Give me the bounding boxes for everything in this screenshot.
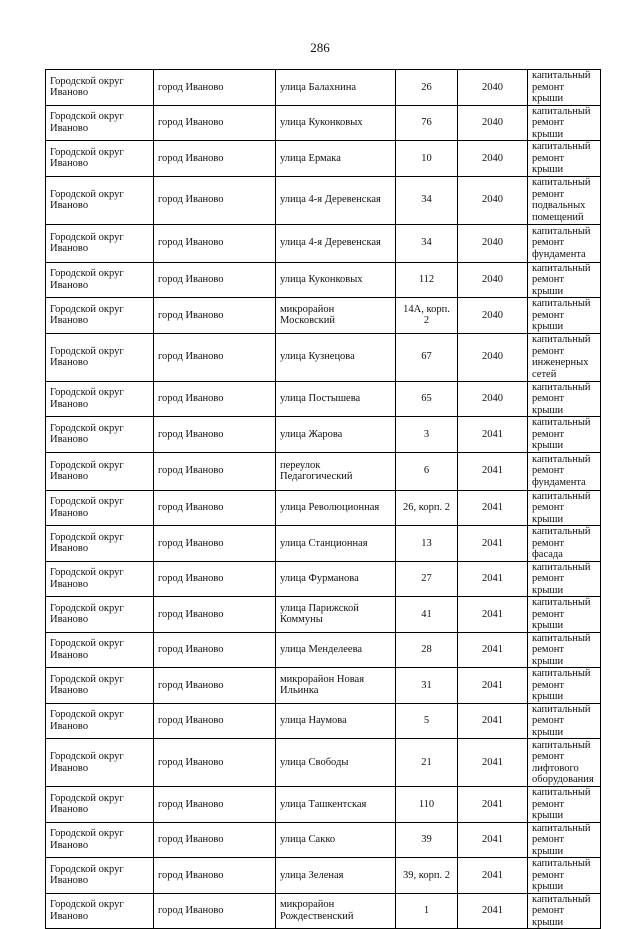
- cell-house-number: 31: [396, 668, 458, 704]
- cell-street: улица Парижской Коммуны: [276, 597, 396, 633]
- cell-work-type: капитальный ремонт лифтового оборудования: [528, 739, 601, 787]
- cell-street: улица Жарова: [276, 417, 396, 453]
- cell-work-type: капитальный ремонт фундамента: [528, 224, 601, 262]
- table-row: [46, 105, 601, 141]
- cell-house-number: 5: [396, 703, 458, 739]
- cell-work-type: капитальный ремонт крыши: [528, 70, 601, 106]
- cell-year: 2040: [458, 141, 528, 177]
- table-body: [46, 70, 601, 929]
- cell-year: 2040: [458, 333, 528, 381]
- cell-work-type: капитальный ремонт крыши: [528, 787, 601, 823]
- cell-street: микрорайон Московский: [276, 298, 396, 334]
- table-row: [46, 822, 601, 858]
- cell-house-number: 110: [396, 787, 458, 823]
- cell-okrug: Городской округ Иваново: [46, 739, 154, 787]
- cell-house-number: 39, корп. 2: [396, 858, 458, 894]
- cell-year: 2041: [458, 822, 528, 858]
- cell-work-type: капитальный ремонт крыши: [528, 668, 601, 704]
- cell-house-number: 10: [396, 141, 458, 177]
- cell-street: улица Ермака: [276, 141, 396, 177]
- cell-year: 2041: [458, 632, 528, 668]
- table-row: [46, 381, 601, 417]
- cell-street: улица Ташкентская: [276, 787, 396, 823]
- cell-house-number: 21: [396, 739, 458, 787]
- cell-year: 2040: [458, 224, 528, 262]
- cell-okrug: Городской округ Иваново: [46, 597, 154, 633]
- cell-work-type: капитальный ремонт крыши: [528, 262, 601, 298]
- cell-okrug: Городской округ Иваново: [46, 490, 154, 526]
- cell-street: улица Кузнецова: [276, 333, 396, 381]
- cell-city: город Иваново: [154, 822, 276, 858]
- cell-work-type: капитальный ремонт фасада: [528, 526, 601, 562]
- cell-city: город Иваново: [154, 787, 276, 823]
- table-row: [46, 224, 601, 262]
- cell-work-type: капитальный ремонт крыши: [528, 858, 601, 894]
- cell-okrug: Городской округ Иваново: [46, 333, 154, 381]
- table-row: [46, 176, 601, 224]
- cell-okrug: Городской округ Иваново: [46, 858, 154, 894]
- cell-okrug: Городской округ Иваново: [46, 822, 154, 858]
- cell-okrug: Городской округ Иваново: [46, 703, 154, 739]
- table-row: [46, 417, 601, 453]
- cell-okrug: Городской округ Иваново: [46, 787, 154, 823]
- cell-street: улица Куконковых: [276, 105, 396, 141]
- cell-house-number: 41: [396, 597, 458, 633]
- cell-house-number: 6: [396, 452, 458, 490]
- cell-okrug: Городской округ Иваново: [46, 105, 154, 141]
- cell-year: 2041: [458, 561, 528, 597]
- table-row: [46, 490, 601, 526]
- cell-street: улица Менделеева: [276, 632, 396, 668]
- cell-work-type: капитальный ремонт крыши: [528, 417, 601, 453]
- cell-okrug: Городской округ Иваново: [46, 298, 154, 334]
- cell-house-number: 13: [396, 526, 458, 562]
- cell-okrug: Городской округ Иваново: [46, 141, 154, 177]
- table-row: [46, 597, 601, 633]
- cell-street: микрорайон Новая Ильинка: [276, 668, 396, 704]
- cell-year: 2041: [458, 452, 528, 490]
- cell-city: город Иваново: [154, 632, 276, 668]
- cell-city: город Иваново: [154, 381, 276, 417]
- cell-house-number: 3: [396, 417, 458, 453]
- cell-street: переулок Педагогический: [276, 452, 396, 490]
- cell-okrug: Городской округ Иваново: [46, 70, 154, 106]
- table-row: [46, 632, 601, 668]
- cell-city: город Иваново: [154, 298, 276, 334]
- cell-house-number: 76: [396, 105, 458, 141]
- cell-city: город Иваново: [154, 262, 276, 298]
- cell-work-type: капитальный ремонт крыши: [528, 893, 601, 929]
- cell-city: город Иваново: [154, 668, 276, 704]
- table-row: [46, 703, 601, 739]
- cell-city: город Иваново: [154, 893, 276, 929]
- cell-street: улица Наумова: [276, 703, 396, 739]
- cell-street: улица Фурманова: [276, 561, 396, 597]
- cell-work-type: капитальный ремонт крыши: [528, 141, 601, 177]
- table-row: [46, 739, 601, 787]
- table-row: [46, 333, 601, 381]
- cell-house-number: 28: [396, 632, 458, 668]
- cell-year: 2041: [458, 668, 528, 704]
- cell-street: улица Постышева: [276, 381, 396, 417]
- cell-street: микрорайон Рождественский: [276, 893, 396, 929]
- cell-year: 2040: [458, 262, 528, 298]
- cell-city: город Иваново: [154, 526, 276, 562]
- cell-year: 2040: [458, 381, 528, 417]
- cell-year: 2041: [458, 739, 528, 787]
- cell-okrug: Городской округ Иваново: [46, 176, 154, 224]
- cell-city: город Иваново: [154, 452, 276, 490]
- cell-work-type: капитальный ремонт крыши: [528, 561, 601, 597]
- page-number: 286: [310, 40, 330, 55]
- cell-okrug: Городской округ Иваново: [46, 262, 154, 298]
- cell-city: город Иваново: [154, 176, 276, 224]
- cell-okrug: Городской округ Иваново: [46, 224, 154, 262]
- cell-work-type: капитальный ремонт крыши: [528, 490, 601, 526]
- cell-year: 2041: [458, 526, 528, 562]
- cell-okrug: Городской округ Иваново: [46, 381, 154, 417]
- cell-house-number: 1: [396, 893, 458, 929]
- cell-work-type: капитальный ремонт крыши: [528, 105, 601, 141]
- cell-city: город Иваново: [154, 597, 276, 633]
- cell-street: улица 4-я Деревенская: [276, 224, 396, 262]
- cell-okrug: Городской округ Иваново: [46, 668, 154, 704]
- cell-house-number: 14А, корп. 2: [396, 298, 458, 334]
- table-row: [46, 262, 601, 298]
- cell-okrug: Городской округ Иваново: [46, 417, 154, 453]
- cell-work-type: капитальный ремонт крыши: [528, 822, 601, 858]
- table-row: [46, 858, 601, 894]
- cell-house-number: 39: [396, 822, 458, 858]
- cell-year: 2041: [458, 787, 528, 823]
- cell-house-number: 34: [396, 224, 458, 262]
- cell-year: 2041: [458, 893, 528, 929]
- cell-city: город Иваново: [154, 224, 276, 262]
- cell-city: город Иваново: [154, 561, 276, 597]
- cell-okrug: Городской округ Иваново: [46, 561, 154, 597]
- table-row: [46, 141, 601, 177]
- cell-house-number: 67: [396, 333, 458, 381]
- cell-house-number: 26: [396, 70, 458, 106]
- table-row: [46, 526, 601, 562]
- cell-city: город Иваново: [154, 105, 276, 141]
- cell-street: улица Зеленая: [276, 858, 396, 894]
- cell-work-type: капитальный ремонт крыши: [528, 703, 601, 739]
- cell-work-type: капитальный ремонт инженерных сетей: [528, 333, 601, 381]
- table-row: [46, 787, 601, 823]
- cell-street: улица Балахнина: [276, 70, 396, 106]
- cell-year: 2041: [458, 597, 528, 633]
- table-row: [46, 893, 601, 929]
- cell-year: 2041: [458, 703, 528, 739]
- cell-year: 2041: [458, 490, 528, 526]
- cell-work-type: капитальный ремонт крыши: [528, 298, 601, 334]
- cell-city: город Иваново: [154, 70, 276, 106]
- cell-street: улица Революционная: [276, 490, 396, 526]
- cell-city: город Иваново: [154, 703, 276, 739]
- cell-house-number: 34: [396, 176, 458, 224]
- cell-work-type: капитальный ремонт подвальных помещений: [528, 176, 601, 224]
- cell-house-number: 26, корп. 2: [396, 490, 458, 526]
- cell-year: 2041: [458, 417, 528, 453]
- cell-house-number: 27: [396, 561, 458, 597]
- cell-street: улица Сакко: [276, 822, 396, 858]
- cell-street: улица Станционная: [276, 526, 396, 562]
- cell-house-number: 65: [396, 381, 458, 417]
- cell-city: город Иваново: [154, 739, 276, 787]
- cell-street: улица 4-я Деревенская: [276, 176, 396, 224]
- table-row: [46, 561, 601, 597]
- cell-street: улица Свободы: [276, 739, 396, 787]
- cell-street: улица Куконковых: [276, 262, 396, 298]
- cell-city: город Иваново: [154, 490, 276, 526]
- cell-okrug: Городской округ Иваново: [46, 526, 154, 562]
- table-row: [46, 70, 601, 106]
- cell-year: 2040: [458, 176, 528, 224]
- cell-year: 2040: [458, 70, 528, 106]
- cell-work-type: капитальный ремонт крыши: [528, 632, 601, 668]
- cell-okrug: Городской округ Иваново: [46, 893, 154, 929]
- table-row: [46, 668, 601, 704]
- cell-year: 2041: [458, 858, 528, 894]
- repair-schedule-table: [45, 69, 601, 929]
- cell-city: город Иваново: [154, 417, 276, 453]
- cell-work-type: капитальный ремонт фундамента: [528, 452, 601, 490]
- cell-city: город Иваново: [154, 858, 276, 894]
- cell-city: город Иваново: [154, 141, 276, 177]
- cell-okrug: Городской округ Иваново: [46, 452, 154, 490]
- cell-year: 2040: [458, 298, 528, 334]
- cell-work-type: капитальный ремонт крыши: [528, 597, 601, 633]
- cell-work-type: капитальный ремонт крыши: [528, 381, 601, 417]
- cell-city: город Иваново: [154, 333, 276, 381]
- cell-house-number: 112: [396, 262, 458, 298]
- cell-okrug: Городской округ Иваново: [46, 632, 154, 668]
- table-row: [46, 298, 601, 334]
- cell-year: 2040: [458, 105, 528, 141]
- table-row: [46, 452, 601, 490]
